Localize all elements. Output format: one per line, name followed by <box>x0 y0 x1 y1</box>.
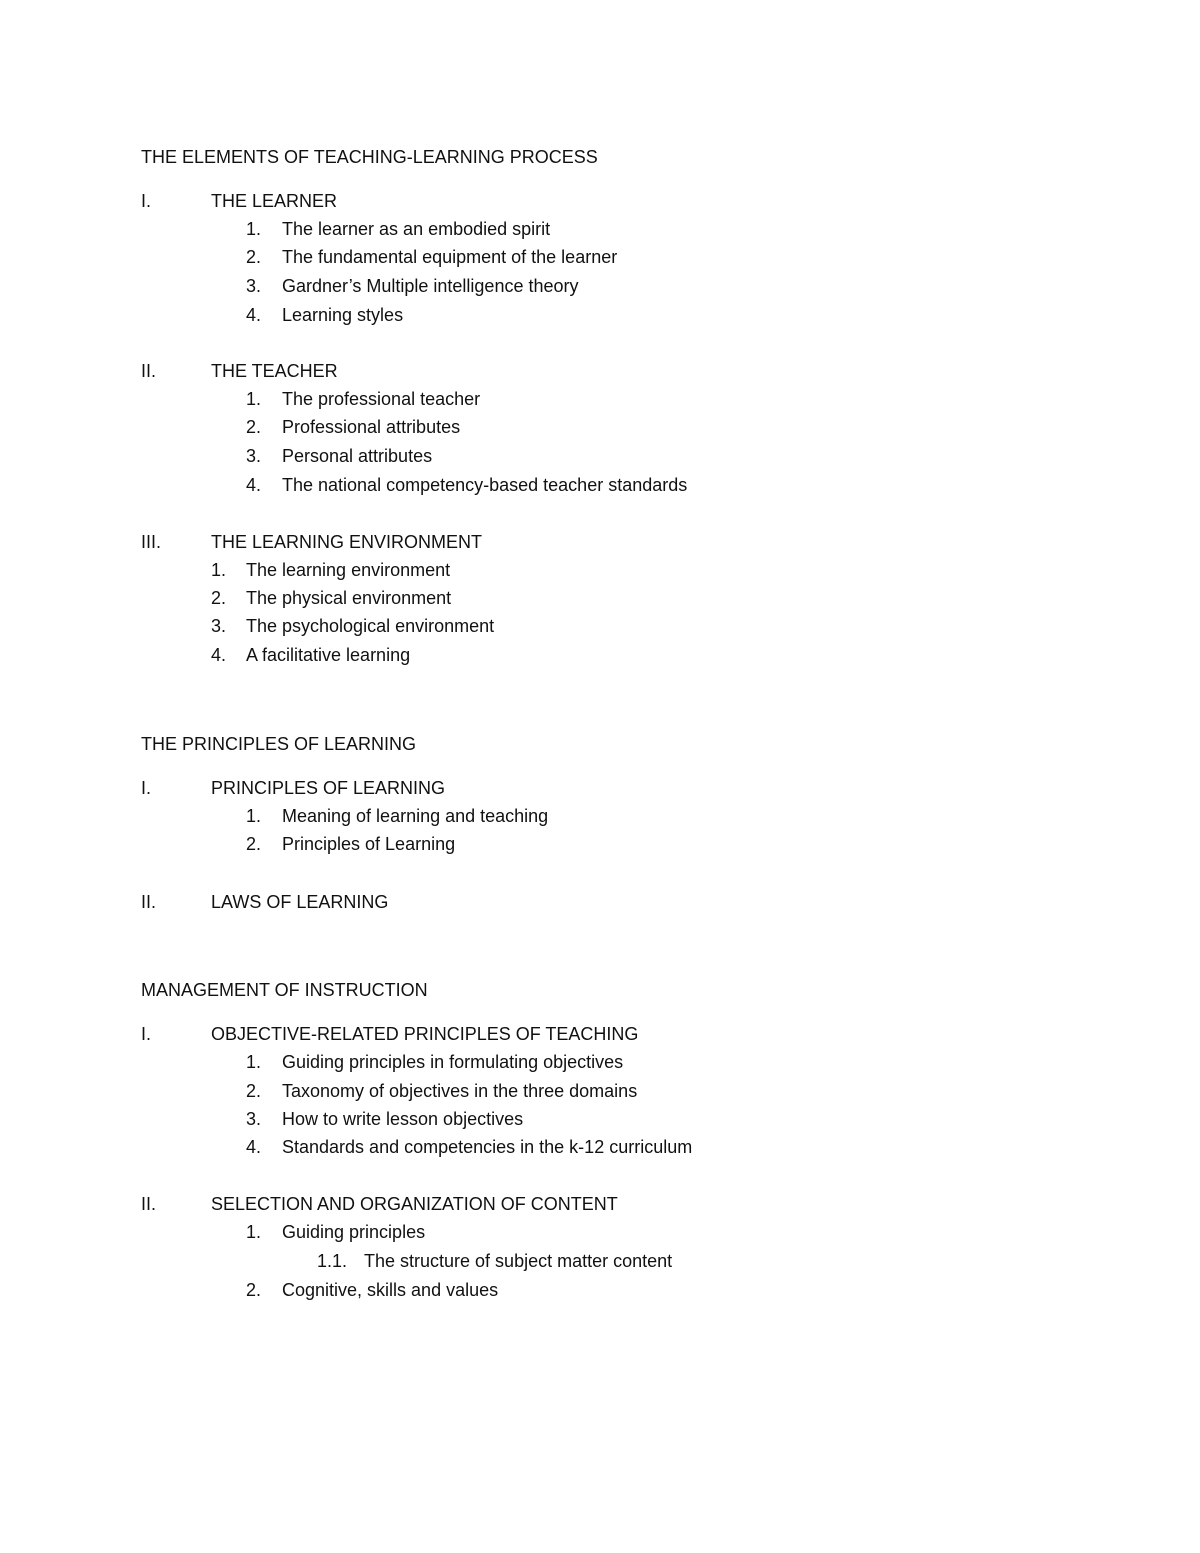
list-item: The national competency-based teacher standards <box>282 475 688 495</box>
part-heading: SELECTION AND ORGANIZATION OF CONTENT <box>211 1194 618 1214</box>
list-number: 1. <box>246 1222 262 1242</box>
list-number: 1. <box>246 389 262 409</box>
list-number: 1. <box>246 806 262 826</box>
part-heading: LAWS OF LEARNING <box>211 892 389 912</box>
list-item: Guiding principles in formulating objectives <box>282 1052 624 1072</box>
part-numeral: III. <box>141 532 162 552</box>
list-item: The physical environment <box>246 588 452 608</box>
list-number: 2. <box>246 417 262 437</box>
list-number: 2. <box>246 1081 262 1101</box>
list-item: Meaning of learning and teaching <box>282 806 549 826</box>
part-numeral: II. <box>141 892 157 912</box>
list-number: 2. <box>246 1280 262 1300</box>
list-item: How to write lesson objectives <box>282 1109 524 1129</box>
list-number: 1. <box>211 560 227 580</box>
list-item: Gardner’s Multiple intelligence theory <box>282 276 579 296</box>
list-item: The learning environment <box>246 560 451 580</box>
list-number: 4. <box>246 305 262 325</box>
list-item: Personal attributes <box>282 446 433 466</box>
list-number: 3. <box>246 276 262 296</box>
part-numeral: I. <box>141 1024 152 1044</box>
list-number: 2. <box>211 588 227 608</box>
list-item: Taxonomy of objectives in the three domains <box>282 1081 638 1101</box>
list-number: 2. <box>246 834 262 854</box>
list-item: The professional teacher <box>282 389 481 409</box>
list-item: Cognitive, skills and values <box>282 1280 499 1300</box>
sub-list-number: 1.1. <box>317 1251 348 1271</box>
list-item: The learner as an embodied spirit <box>282 219 551 239</box>
part-numeral: II. <box>141 1194 157 1214</box>
list-item: Principles of Learning <box>282 834 456 854</box>
list-number: 3. <box>246 1109 262 1129</box>
section-title: THE PRINCIPLES OF LEARNING <box>141 734 417 754</box>
list-number: 4. <box>246 1137 262 1157</box>
list-number: 3. <box>246 446 262 466</box>
list-item: The psychological environment <box>246 616 495 636</box>
part-heading: THE LEARNER <box>211 191 338 211</box>
part-heading: THE TEACHER <box>211 361 338 381</box>
part-numeral: II. <box>141 361 157 381</box>
list-item: Professional attributes <box>282 417 461 437</box>
sub-list-item: The structure of subject matter content <box>364 1251 673 1271</box>
list-item: The fundamental equipment of the learner <box>282 247 618 267</box>
list-number: 1. <box>246 1052 262 1072</box>
list-number: 4. <box>246 475 262 495</box>
list-number: 4. <box>211 645 227 665</box>
section-title: MANAGEMENT OF INSTRUCTION <box>141 980 428 1000</box>
list-number: 3. <box>211 616 227 636</box>
part-heading: OBJECTIVE-RELATED PRINCIPLES OF TEACHING <box>211 1024 639 1044</box>
list-item: A facilitative learning <box>246 645 411 665</box>
list-number: 1. <box>246 219 262 239</box>
part-heading: THE LEARNING ENVIRONMENT <box>211 532 483 552</box>
list-item: Standards and competencies in the k-12 curriculum <box>282 1137 693 1157</box>
list-item: Guiding principles <box>282 1222 426 1242</box>
list-number: 2. <box>246 247 262 267</box>
section-title: THE ELEMENTS OF TEACHING-LEARNING PROCESS <box>141 147 598 167</box>
list-item: Learning styles <box>282 305 404 325</box>
part-numeral: I. <box>141 191 152 211</box>
part-heading: PRINCIPLES OF LEARNING <box>211 778 446 798</box>
part-numeral: I. <box>141 778 152 798</box>
